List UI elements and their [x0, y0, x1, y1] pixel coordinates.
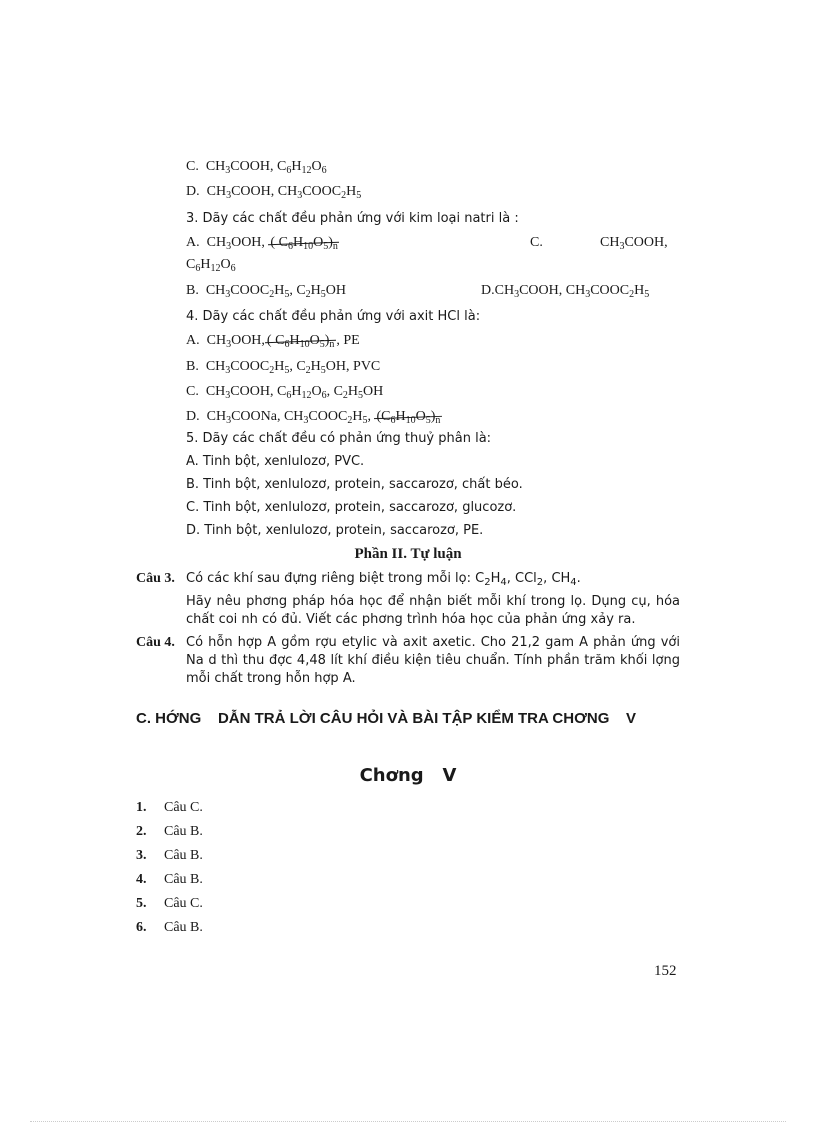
bottom-divider [30, 1121, 786, 1122]
polymer-cellulose: ( $C_6H_{10}O_5)_n$ [270, 235, 338, 252]
answer-number: 2. [136, 824, 147, 839]
q2-option-c: C. $CH_3COOH$, $C_6H_{12}O_6$ [186, 159, 327, 176]
q3-stem: 3. Dãy các chất đều phản ứng với kim loại natri là : [186, 211, 519, 226]
answer-text: Câu B. [164, 824, 203, 839]
q3-option-c: $CH_3COOH$, [600, 235, 668, 252]
q3-option-c-cont: $C_6H_{12}O_6$ [186, 257, 236, 274]
q5-option-d: D. Tinh bột, xenlulozơ, protein, saccarozơ, PE. [186, 523, 484, 538]
q4-stem: 4. Dãy các chất đều phản ứng với axit HCl là: [186, 309, 481, 324]
part2-title: Phần II. Tự luận [354, 546, 462, 562]
q5-option-a: A. Tinh bột, xenlulozơ, PVC. [186, 454, 365, 469]
q3-option-c-label: C. [530, 235, 543, 250]
q4-option-d: D. $CH_3COONa$, $CH_3COOC_2H_5$, $(C_6H_{10}O_5)_n$ [186, 409, 441, 426]
chapter-title: Chơng V [359, 765, 457, 786]
q4-option-b: B. $CH_3COOC_2H_5$, $C_2H_5OH$, PVC [186, 359, 381, 376]
answer-number: 6. [136, 920, 147, 935]
answer-text: Câu C. [164, 896, 203, 911]
q5-option-b: B. Tinh bột, xenlulozơ, protein, saccarozơ, chất béo. [186, 477, 523, 492]
cau3-line1: Có các khí sau đựng riêng biệt trong mỗi lọ: $C_2H_4$, CCl$_2$, $CH_4$. [186, 571, 581, 588]
answer-text: Câu B. [164, 848, 203, 863]
answer-text: Câu C. [164, 800, 203, 815]
answer-text: Câu B. [164, 872, 203, 887]
q2-option-d: D. $CH_3COOH$, $CH_3COOC_2H_5$ [186, 184, 362, 201]
q3-option-d: $D.CH_3COOH$, $CH_3COOC_2H_5$ [481, 283, 650, 300]
q5-option-c: C. Tinh bột, xenlulozơ, protein, saccarozơ, glucozơ. [186, 500, 517, 515]
q3-option-b: B. $CH_3COOC_2H_5$, $C_2H_5OH$ [186, 283, 347, 300]
section-c-title: C. HỚNG DẪN TRẢ LỜI CÂU HỎI VÀ BÀI TẬP KIỂM TRA CHƠNG V [136, 710, 637, 727]
q5-stem: 5. Dãy các chất đều có phản ứng thuỷ phân là: [186, 431, 492, 446]
cau3-label: Câu 3. [136, 571, 175, 586]
answer-number: 3. [136, 848, 147, 863]
cau3-body: Hãy nêu phơng pháp hóa học để nhận biết mỗi khí trong lọ. Dụng cụ, hóa chất coi nh có đủ. Viết các phơng trình hóa học của phản ứng xảy ra. [186, 594, 680, 627]
polymer-cellulose: ( $C_6H_{10}O_5)_n$ [266, 333, 335, 350]
answer-number: 5. [136, 896, 147, 911]
answer-number: 1. [136, 800, 147, 815]
polymer-cellulose: $(C_6H_{10}O_5)_n$ [376, 409, 441, 426]
answer-text: Câu B. [164, 920, 203, 935]
page-number: 152 [654, 963, 677, 979]
q4-option-c: C. $CH_3COOH$, $C_6H_{12}O_6$, $C_2H_5OH$ [186, 384, 384, 401]
q4-option-a: A. $CH_3OOH$, ( $C_6H_{10}O_5)_n$ , PE [186, 333, 360, 350]
q3-option-a: A. $CH_3OOH$, ( $C_6H_{10}O_5)_n$ [186, 235, 338, 252]
cau4-label: Câu 4. [136, 635, 175, 650]
cau4-body: Có hỗn hợp A gồm rợu etylic và axit axetic. Cho 21,2 gam A phản ứng với Na d thì thu đợc 4,48 lít khí điều kiện tiêu chuẩn. Tính phần trăm khối lợng mỗi chất trong hỗn hợp A. [186, 635, 680, 686]
answer-number: 4. [136, 872, 147, 887]
